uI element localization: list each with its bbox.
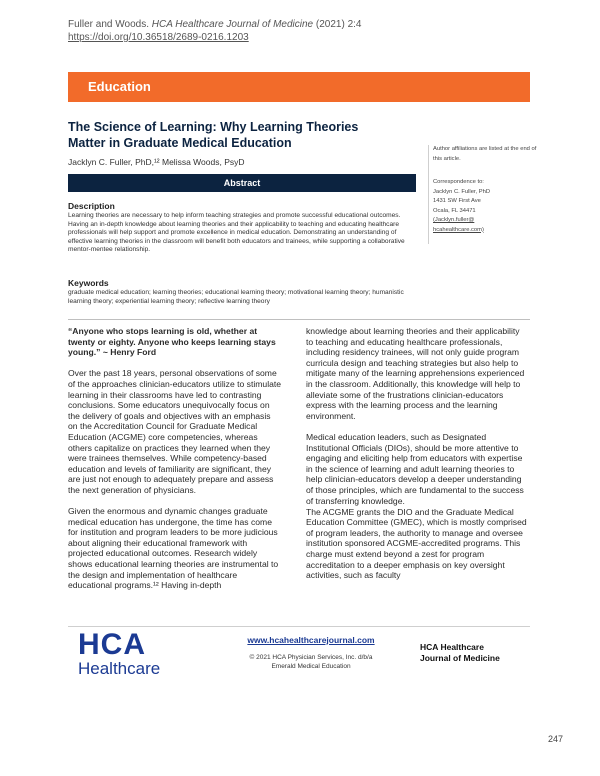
- description-heading: Description: [68, 201, 115, 211]
- keywords-heading: Keywords: [68, 278, 109, 288]
- left-column: [68, 326, 282, 601]
- section-banner: [68, 72, 530, 102]
- email-link[interactable]: (Jacklyn.fuller@: [433, 217, 475, 223]
- article-authors: Jacklyn C. Fuller, PhD,¹² Melissa Woods, PsyD: [68, 157, 245, 167]
- epigraph-quote: “Anyone who stops learning is old, whether at twenty or eighty. Anyone who keeps learning stays young.” ~ Henry Ford: [68, 326, 276, 358]
- page-number: 247: [548, 734, 564, 744]
- section-label: Education: [88, 79, 151, 94]
- copyright-line: © 2021 HCA Physician Services, Inc. d/b/a: [249, 654, 373, 661]
- right-column: [306, 326, 528, 591]
- abstract-divider: [68, 319, 530, 320]
- citation-line: Fuller and Woods. HCA Healthcare Journal of Medicine (2021) 2:4: [68, 19, 362, 30]
- journal-name: HCA Healthcare Journal of Medicine: [420, 642, 500, 663]
- keywords-text: graduate medical education; learning theories; educational learning theory; motivational learning theory; humanistic learning theory; experiential learning theory; reflective learning theory: [68, 289, 404, 305]
- journal-url-link[interactable]: www.hcahealthcarejournal.com: [247, 635, 375, 645]
- citation-journal: HCA Healthcare Journal of Medicine: [151, 19, 314, 30]
- email-link-cont[interactable]: hcahealthcare.com): [433, 226, 484, 233]
- footer-divider: [68, 626, 530, 627]
- author-sidebar: [428, 145, 537, 244]
- paragraph: Medical education leaders, such as Designated Institutional Officials (DIOs), should be more attentive to engaging and eliciting help from educators with expertise in the science of learning and adult learning theories to help clinician-educators develop a deeper understanding of those principles, which are fundamental to the success of transferring knowledge.: [306, 431, 524, 506]
- logo-text-healthcare: Healthcare: [78, 659, 161, 678]
- citation-header: [68, 18, 362, 44]
- paragraph: Given the enormous and dynamic changes graduate medical education has undergone, the time has come for institution and program leaders to be more judicious about aligning their educational framework with projected educational outcomes. Research widely shows educational learning theories are instrumental to the design and implementation of healthcare educational programs.¹² Having in-depth: [68, 506, 279, 591]
- copyright-line-2: Emerald Medical Education: [271, 663, 351, 670]
- paragraph: The ACGME grants the DIO and the Graduate Medical Education Committee (GMEC), which is mostly comprised of program leaders, the authority to manage and oversee institution sponsored ACGME-accredited programs. This charge must extend beyond a zest for program accreditation to a deeper emphasis on key oversight activities, such as faculty: [306, 506, 527, 581]
- affiliations-note: Author affiliations are listed at the end of this article.: [433, 146, 537, 162]
- hca-healthcare-logo: [78, 630, 188, 680]
- paragraph: knowledge about learning theories and their applicability to teaching and educating healthcare professionals, including residency trainees, will not only guide program curricula design and teaching strategies but also help to mitigate many of the learning apprehensions experienced in the classroom. Additionally, this knowledge will help to alleviate some of the frustrations clinician-educators express with the learning process and the learning environment.: [306, 326, 525, 421]
- doi-link[interactable]: https://doi.org/10.36518/2689-0216.1203: [68, 32, 249, 43]
- article-title: The Science of Learning: Why Learning Theories Matter in Graduate Medical Education: [68, 120, 359, 150]
- footer-center: [226, 636, 396, 671]
- paragraph: Over the past 18 years, personal observations of some of the approaches clinician-educators utilize to stimulate learning in their classrooms have led to contrasting conclusions. Some educators unequivocally focus on the delivery of goals and objectives with an emphasis on the Accreditation Council for Graduate Medical Education (ACGME) core competencies, whereas others capitalize on practices they learned when they were trainees themselves. While competency-based education and levels of familiarity are significant, they are just not enough to adequately prepare and assess the next generation of physicians.: [68, 368, 282, 495]
- correspondence: Correspondence to: Jacklyn C. Fuller, PhD 1431 SW First Ave Ocala, FL 34471 (Jacklyn.fuller@ hcahealthcare.com): [433, 179, 491, 233]
- abstract-bar: Abstract: [68, 174, 416, 192]
- description-text: Learning theories are necessary to help inform teaching strategies and promote successful educational outcomes. Having an in-depth knowledge about learning theories and their applicability to teaching and educating healthcare professionals will help support and promote excellence in medical education. Demonstrating an understanding of effective learning theories in the classroom will benefit both educators and trainees, while supporting a collaborative mentor-mentee relationship.: [68, 212, 405, 253]
- logo-text-hca: HCA: [78, 628, 146, 661]
